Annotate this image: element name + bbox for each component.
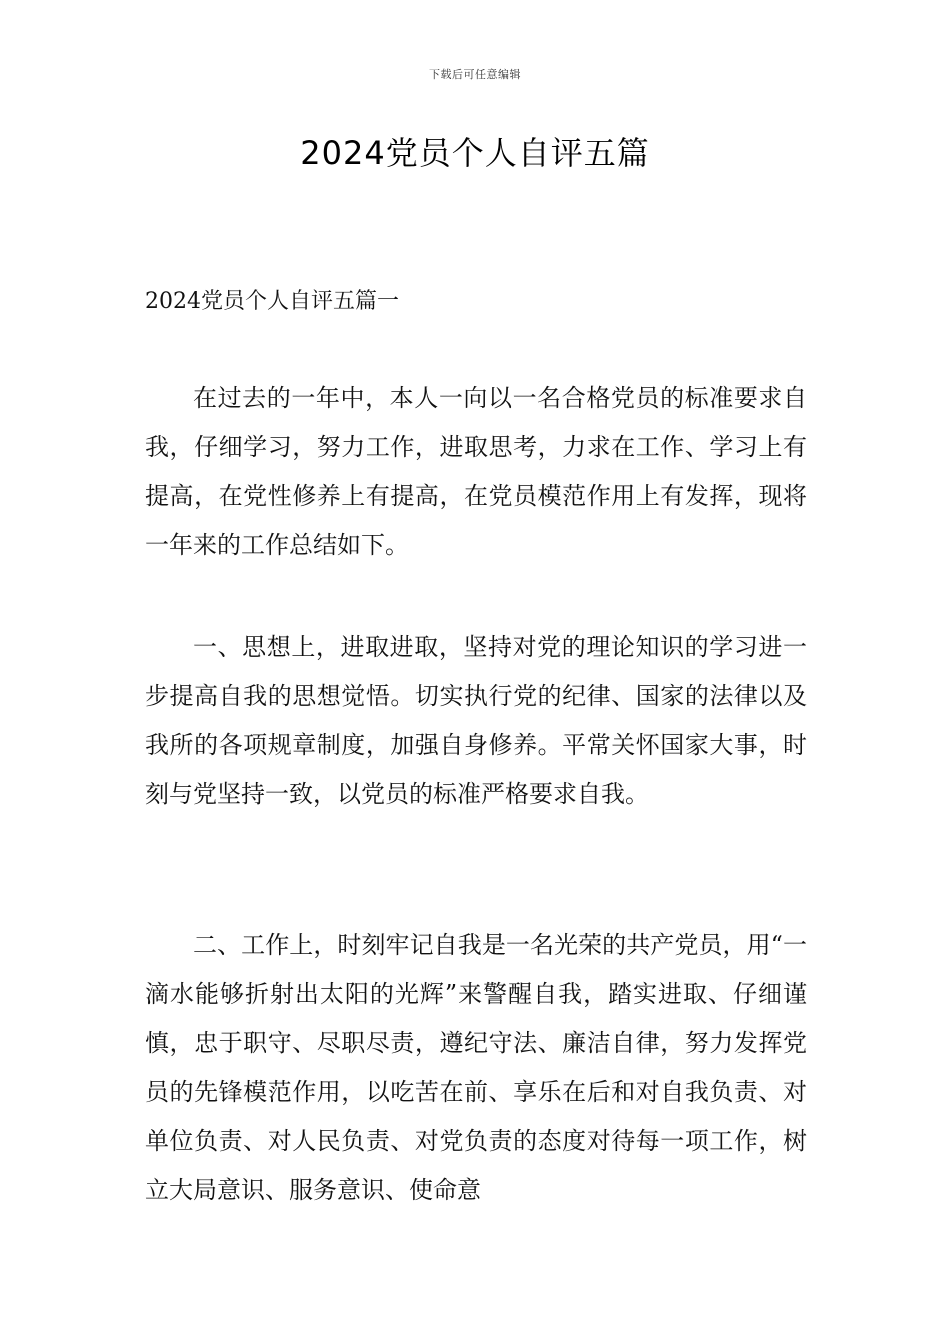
paragraph-intro: 在过去的一年中，本人一向以一名合格党员的标准要求自我，仔细学习，努力工作，进取思考，力求在工作、学习上有提高，在党性修养上有提高，在党员模范作用上有发挥，现将一年来的工作总结如下。	[145, 384, 807, 559]
document-title: 2024党员个人自评五篇	[300, 134, 650, 172]
paragraph-work: 二、工作上，时刻牢记自我是一名光荣的共产党员，用“一滴水能够折射出太阳的光辉”来警醒自我，踏实进取、仔细谨慎，忠于职守、尽职尽责，遵纪守法、廉洁自律，努力发挥党员的先锋模范作用，以吃苦在前、享乐在后和对自我负责、对单位负责、对人民负责、对党负责的态度对待每一项工作，树立大局意识、服务意识、使命意	[145, 931, 807, 1204]
section-title: 2024党员个人自评五篇一	[145, 289, 399, 314]
paragraph-thought: 一、思想上，进取进取，坚持对党的理论知识的学习进一步提高自我的思想觉悟。切实执行党的纪律、国家的法律以及我所的各项规章制度，加强自身修养。平常关怀国家大事，时刻与党坚持一致，以党员的标准严格要求自我。	[145, 633, 807, 808]
header-note: 下载后可任意编辑	[429, 68, 521, 81]
